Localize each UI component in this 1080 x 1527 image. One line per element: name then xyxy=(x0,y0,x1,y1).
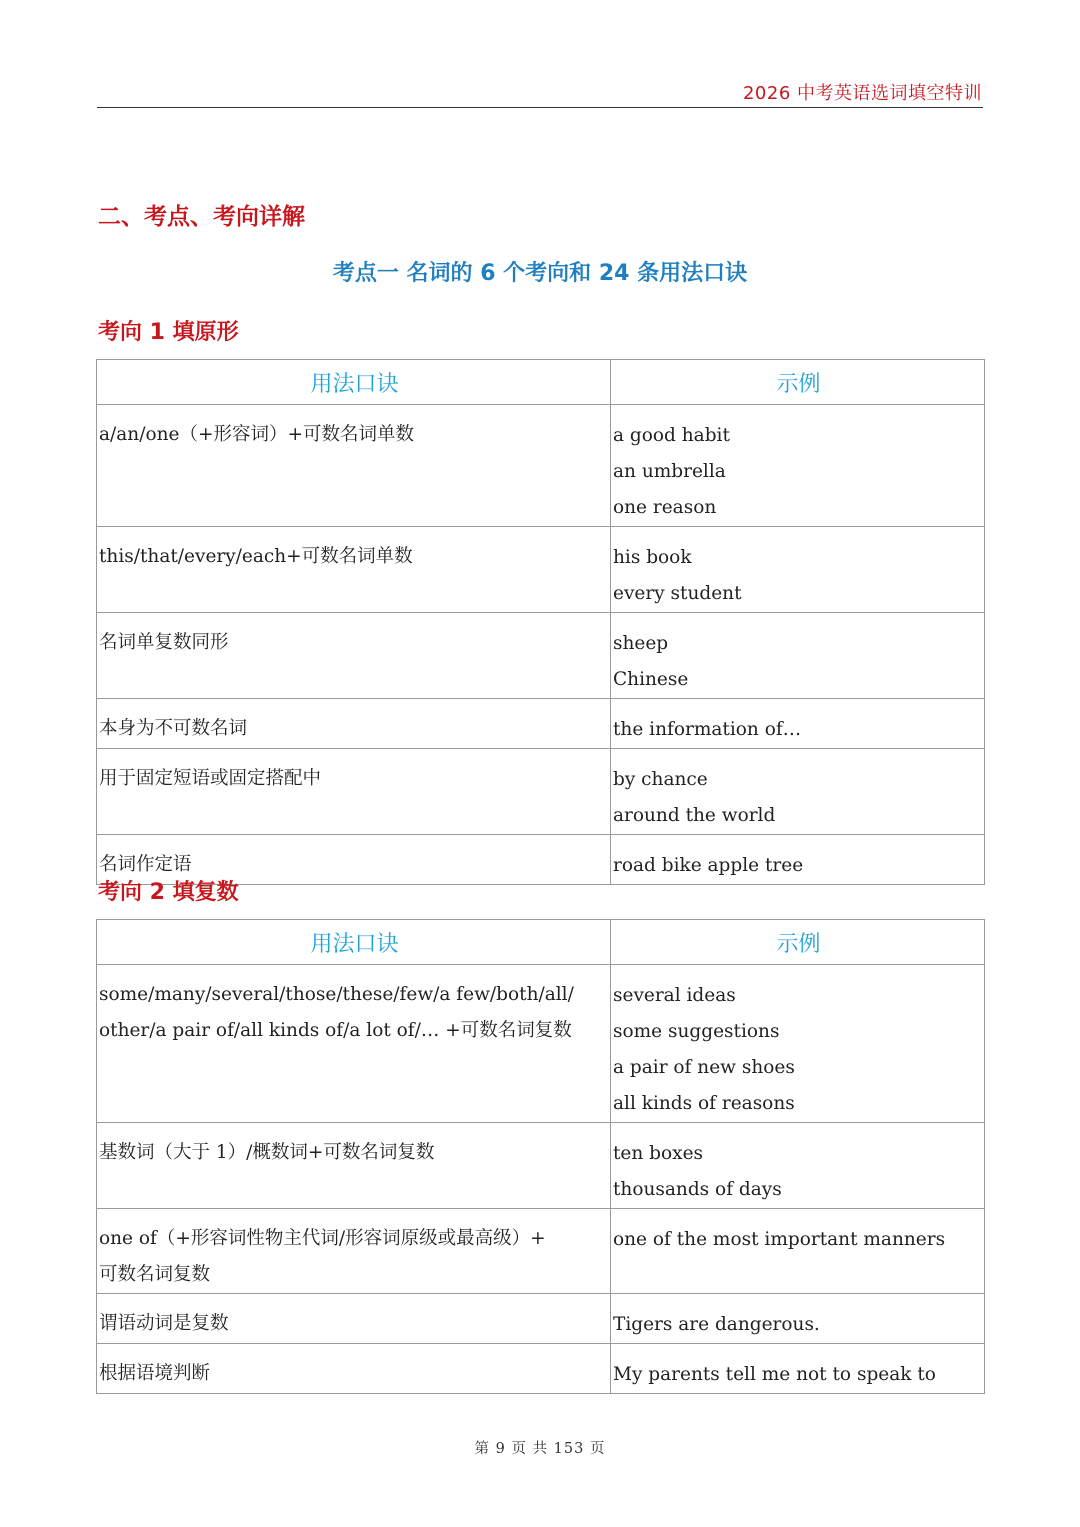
example-text: around the world xyxy=(613,805,776,826)
rule-cell xyxy=(97,527,611,613)
page-footer: 第 9 页 共 153 页 xyxy=(474,1441,606,1457)
rule-cell xyxy=(97,965,611,1123)
example-text: My parents tell me not to speak to xyxy=(613,1364,936,1385)
example-text: ten boxes xyxy=(613,1143,704,1164)
example-text: by chance xyxy=(613,769,708,790)
example-text: several ideas xyxy=(613,985,736,1006)
example-text: road bike apple tree xyxy=(613,855,804,876)
header-rule xyxy=(97,107,983,108)
rule-cell xyxy=(97,1209,611,1294)
table-row xyxy=(97,613,985,699)
table-row xyxy=(97,405,985,527)
example-cell xyxy=(611,1344,985,1394)
example-text: his book xyxy=(613,547,692,568)
table-row xyxy=(97,699,985,749)
rule-cell xyxy=(97,613,611,699)
example-text: one reason xyxy=(613,497,717,518)
table-row xyxy=(97,1209,985,1294)
rule-text: other/a pair of/all kinds of/a lot of/… +可数名词复数 xyxy=(99,1020,572,1041)
rule-text: 用于固定短语或固定搭配中 xyxy=(99,768,322,789)
direction-2-title: 考向 2 填复数 xyxy=(98,880,239,905)
example-cell xyxy=(611,527,985,613)
rule-text: one of（+形容词性物主代词/形容词原级或最高级）+ xyxy=(99,1228,546,1249)
example-cell xyxy=(611,613,985,699)
example-text: an umbrella xyxy=(613,461,726,482)
rule-text: 基数词（大于 1）/概数词+可数名词复数 xyxy=(99,1142,435,1163)
example-cell xyxy=(611,699,985,749)
rule-text: 名词作定语 xyxy=(99,854,192,875)
example-cell xyxy=(611,1294,985,1344)
example-text: all kinds of reasons xyxy=(613,1093,795,1114)
rule-text: 名词单复数同形 xyxy=(99,632,229,653)
header-title: 2026 中考英语选词填空特训 xyxy=(742,83,982,104)
example-cell xyxy=(611,1123,985,1209)
example-column-header: 示例 xyxy=(611,920,985,965)
table-row xyxy=(97,965,985,1123)
table-row xyxy=(97,749,985,835)
example-text: a pair of new shoes xyxy=(613,1057,795,1078)
example-cell xyxy=(611,405,985,527)
rule-cell xyxy=(97,699,611,749)
example-cell xyxy=(611,1209,985,1294)
example-text: Tigers are dangerous. xyxy=(613,1314,820,1335)
rule-text: 本身为不可数名词 xyxy=(99,718,248,739)
example-cell xyxy=(611,749,985,835)
rule-text: 根据语境判断 xyxy=(99,1363,211,1384)
rule-text: a/an/one（+形容词）+可数名词单数 xyxy=(99,424,414,445)
table-row xyxy=(97,1123,985,1209)
example-text: one of the most important manners xyxy=(613,1229,946,1250)
rule-text: some/many/several/those/these/few/a few/both/all/ xyxy=(99,984,574,1005)
rule-text: this/that/every/each+可数名词单数 xyxy=(99,546,413,567)
rule-text: 可数名词复数 xyxy=(99,1264,211,1285)
example-text: Chinese xyxy=(613,669,689,690)
example-text: the information of… xyxy=(613,719,802,740)
direction-1-table xyxy=(96,359,985,885)
rule-cell xyxy=(97,1123,611,1209)
example-text: every student xyxy=(613,583,742,604)
table-row xyxy=(97,1294,985,1344)
example-text: some suggestions xyxy=(613,1021,780,1042)
rule-text: 谓语动词是复数 xyxy=(99,1313,229,1334)
example-text: thousands of days xyxy=(613,1179,782,1200)
example-text: sheep xyxy=(613,633,669,654)
rule-column-header: 用法口诀 xyxy=(97,360,611,405)
table-row xyxy=(97,527,985,613)
example-cell xyxy=(611,835,985,885)
rule-cell xyxy=(97,1344,611,1394)
section-heading: 二、考点、考向详解 xyxy=(98,204,305,230)
direction-1-title: 考向 1 填原形 xyxy=(98,320,239,345)
direction-2-table xyxy=(96,919,985,1394)
example-column-header: 示例 xyxy=(611,360,985,405)
rule-cell xyxy=(97,1294,611,1344)
rule-cell xyxy=(97,405,611,527)
example-cell xyxy=(611,965,985,1123)
point-title: 考点一 名词的 6 个考向和 24 条用法口诀 xyxy=(332,261,748,286)
example-text: a good habit xyxy=(613,425,730,446)
table-row xyxy=(97,1344,985,1394)
rule-column-header: 用法口诀 xyxy=(97,920,611,965)
rule-cell xyxy=(97,749,611,835)
